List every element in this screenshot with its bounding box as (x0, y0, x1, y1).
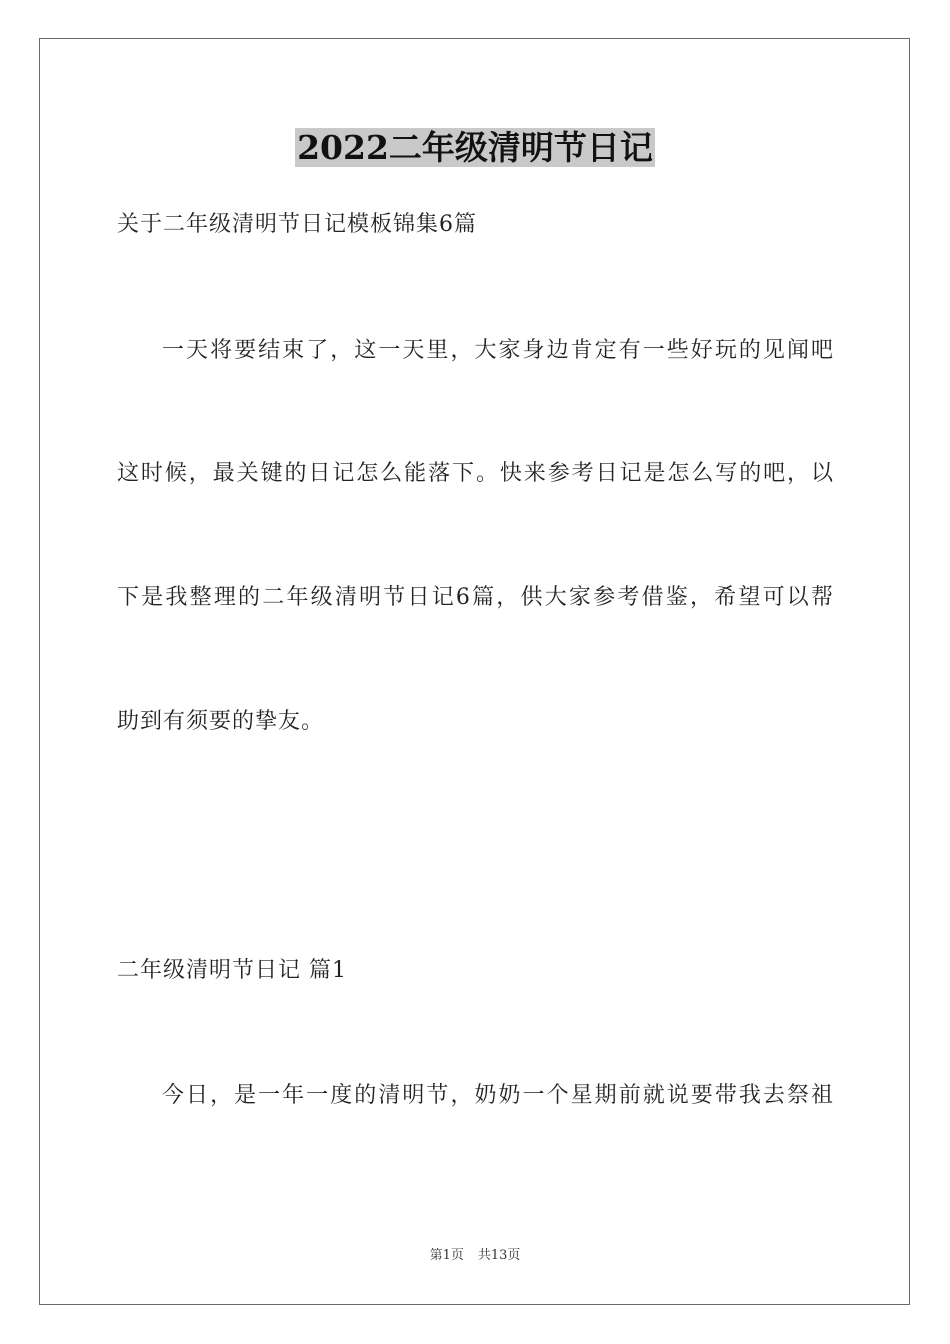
page-footer (0, 1247, 950, 1265)
page-number: 第1页 (429, 1248, 464, 1263)
intro-line-4: 助到有须要的挚友。 (117, 709, 325, 734)
section-heading: 二年级清明节日记 篇1 (117, 958, 347, 983)
section-first-line: 今日，是一年一度的清明节，奶奶一个星期前就说要带我去祭祖 (162, 1083, 833, 1108)
intro-line-2: 这时候，最关键的日记怎么能落下。快来参考日记是怎么写的吧，以 (117, 461, 833, 486)
document-title (0, 126, 950, 170)
intro-line-3: 下是我整理的二年级清明节日记6篇，供大家参考借鉴，希望可以帮 (117, 585, 833, 610)
intro-line-1: 一天将要结束了，这一天里，大家身边肯定有一些好玩的见闻吧 (162, 338, 833, 363)
page-total: 共13页 (477, 1248, 521, 1263)
document-subtitle: 关于二年级清明节日记模板锦集6篇 (117, 212, 477, 237)
document-title-text: 2022二年级清明节日记 (297, 128, 653, 167)
